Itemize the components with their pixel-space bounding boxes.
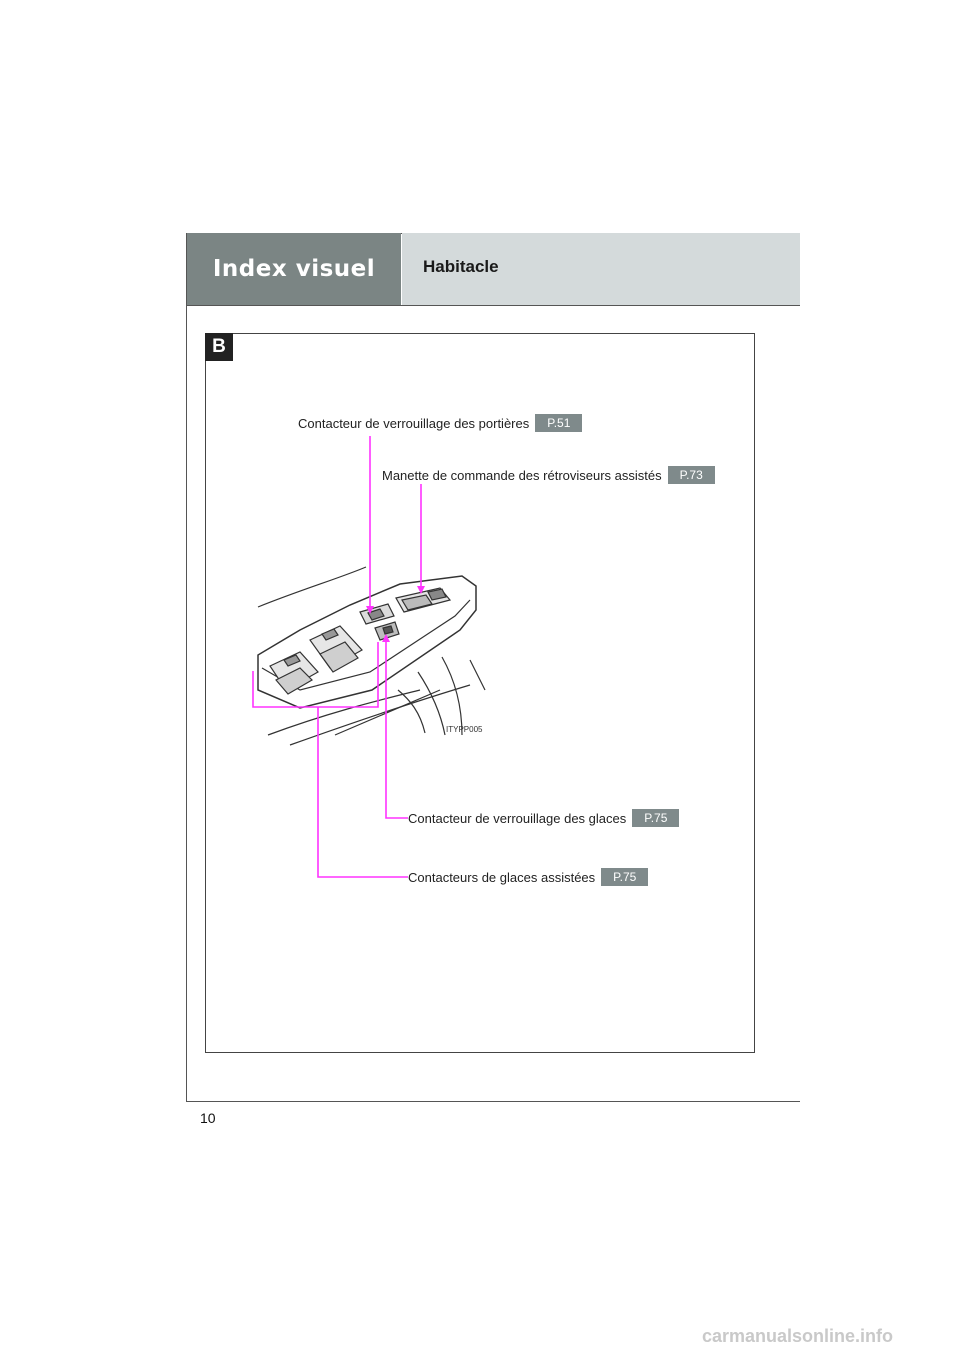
figure-code: ITYPP005 xyxy=(446,725,483,734)
callout-power-window-switches xyxy=(408,868,648,886)
page-reference-badge[interactable]: P.73 xyxy=(668,466,715,484)
page-subtitle: Habitacle xyxy=(423,257,499,276)
leader-window-lock xyxy=(386,636,408,818)
panel-letter: B xyxy=(205,333,233,361)
callout-window-lock-switch xyxy=(408,809,679,827)
callout-label: Contacteurs de glaces assistées xyxy=(408,869,596,885)
callout-mirror-control xyxy=(382,466,715,484)
section-title: Index visuel xyxy=(212,256,376,282)
watermark: carmanualsonline.info xyxy=(702,1326,894,1346)
callout-door-lock-switch xyxy=(298,414,582,432)
page-reference-badge[interactable]: P.51 xyxy=(535,414,582,432)
page-reference-badge[interactable]: P.75 xyxy=(632,809,679,827)
callout-label: Manette de commande des rétroviseurs assistés xyxy=(382,467,662,483)
callout-label: Contacteur de verrouillage des portières xyxy=(298,415,530,431)
page-number: 10 xyxy=(200,1110,216,1126)
page-reference-badge[interactable]: P.75 xyxy=(601,868,648,886)
callout-label: Contacteur de verrouillage des glaces xyxy=(408,810,627,826)
leader-power-windows xyxy=(318,707,408,877)
